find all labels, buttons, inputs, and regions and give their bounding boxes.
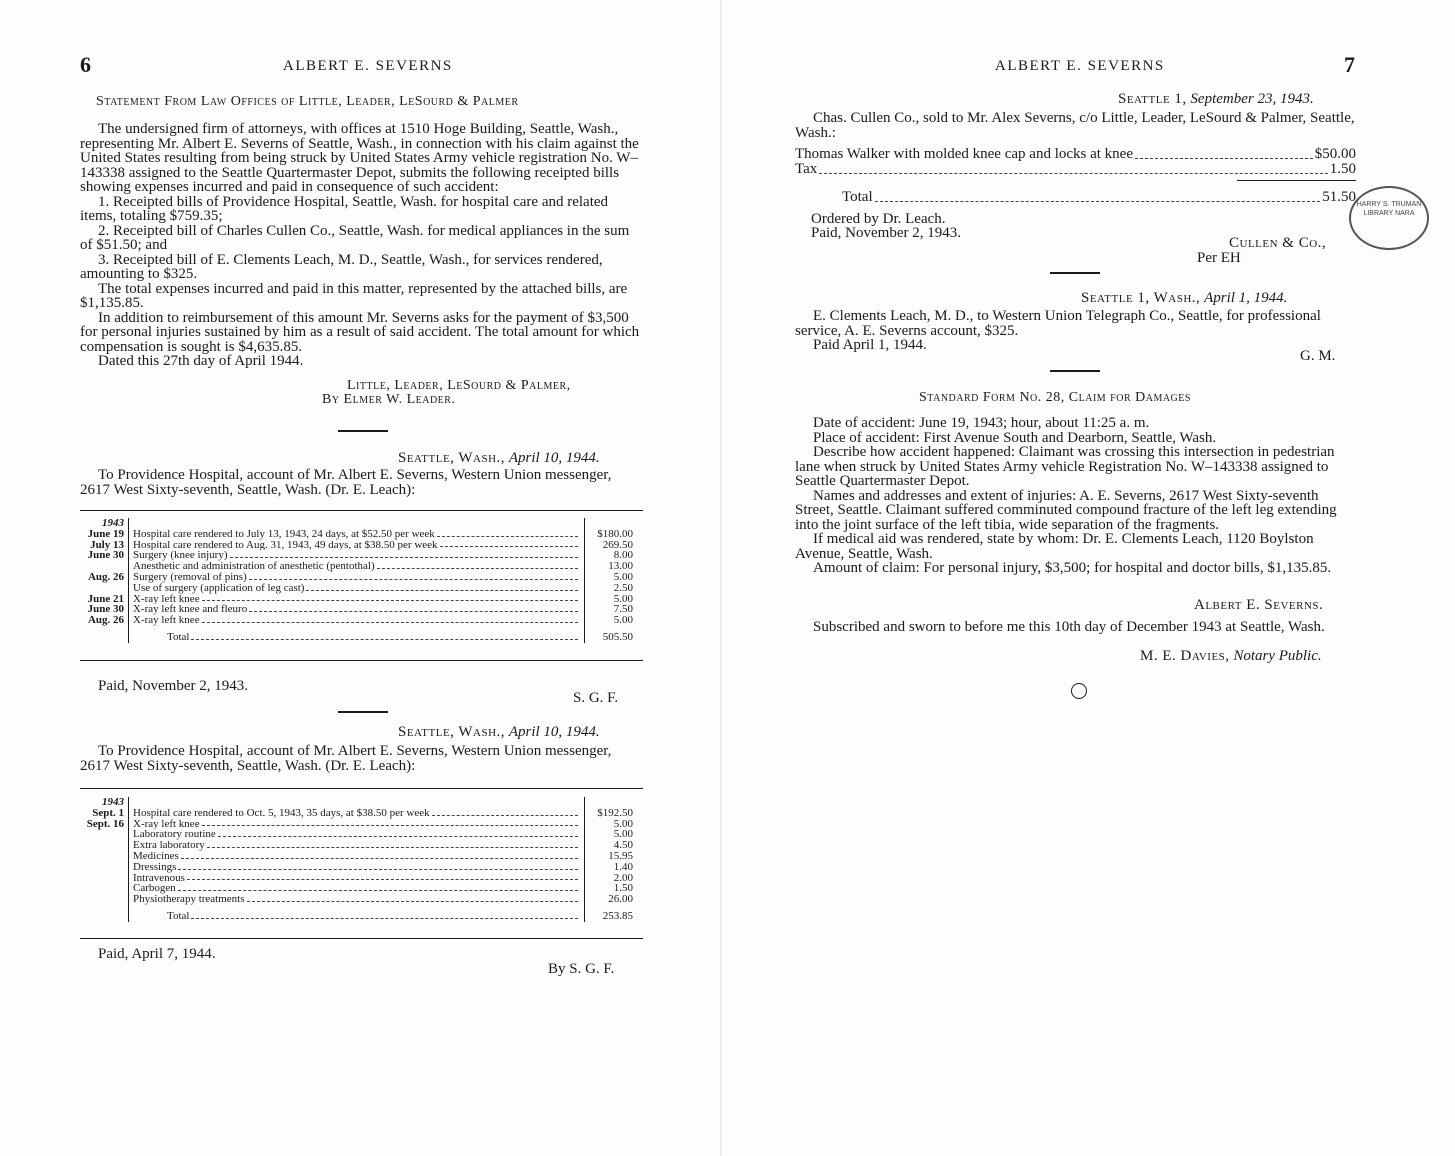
- bill2-table: [80, 797, 637, 922]
- circle-mark: [1071, 683, 1087, 699]
- bill2-row-date: [80, 873, 129, 884]
- bill2-row-amount: 1.50: [613, 882, 633, 895]
- table-row: [80, 561, 637, 572]
- table-row: [80, 873, 637, 884]
- statement-item-1: 1. Receipted bills of Providence Hospital, Seattle, Wash. for hospital care and related items, totaling $759.35;: [80, 193, 609, 224]
- bill2-year: 1943: [80, 797, 129, 808]
- table-row: [80, 894, 637, 905]
- bill2-table-top-rule: [80, 788, 643, 789]
- bill1-row-date: June 19: [80, 529, 129, 540]
- bill1-row-item: [129, 604, 585, 615]
- bill2-row-date: [80, 883, 129, 894]
- date-of-accident: Date of accident: June 19, 1943; hour, about 11:25 a. m.: [813, 415, 1150, 431]
- bill1-row-item-text: Anesthetic and administration of anesthetic (pentothal): [133, 561, 375, 572]
- table-row: [80, 604, 637, 615]
- notary-title: Notary Public.: [1233, 648, 1322, 664]
- bill2-row-item-text: Intravenous: [133, 872, 185, 884]
- leach-text: [795, 309, 1358, 353]
- bill2-row-amount: 1.40: [613, 860, 633, 873]
- bill1-dateline-date: April 10, 1944.: [508, 450, 600, 466]
- cullen-total-rule: [1237, 180, 1356, 181]
- cullen-tax-amount: 1.50: [1329, 161, 1356, 177]
- table-row: [80, 550, 637, 561]
- place-of-accident: Place of accident: First Avenue South and Dearborn, Seattle, Wash.: [813, 429, 1217, 446]
- bill2-row-item: [129, 808, 585, 819]
- claim-form-body: [795, 416, 1358, 576]
- bill1-total-row: [80, 632, 637, 643]
- bill2-row-amount: 26.00: [608, 893, 633, 906]
- cullen-total-label: Total: [842, 189, 873, 205]
- bill2-row-item: [129, 894, 585, 905]
- bill1-row-item: [129, 572, 585, 583]
- bill1-row-amount: 5.00: [613, 614, 633, 627]
- page-number-right: 7: [1344, 52, 1355, 77]
- subscribed-paragraph: Subscribed and sworn to before me this 10th day of December 1943 at Seattle, Wash.: [813, 619, 1325, 635]
- cullen-paid: Paid, November 2, 1943.: [811, 225, 961, 241]
- bill1-intro-text: To Providence Hospital, account of Mr. Albert E. Severns, Western Union messenger, 2617 West Sixty-seventh, Seattle, Wash. (Dr. E. Leach):: [80, 467, 612, 498]
- bill1-year-item-blank: [129, 518, 585, 529]
- separator-rule: [1050, 272, 1100, 274]
- bill1-row-date: [80, 583, 129, 594]
- medical-aid: If medical aid was rendered, state by whom: Dr. E. Clements Leach, 1120 Boylston Avenue, Seattle, Wash.: [795, 531, 1314, 562]
- leach-text-body: E. Clements Leach, M. D., to Western Union Telegraph Co., Seattle, for professional service, A. E. Severns account, $325.: [795, 308, 1321, 339]
- table-row: [80, 883, 637, 894]
- cullen-per: Per EH: [1197, 250, 1241, 266]
- right-page: [727, 0, 1455, 1156]
- bill1-initials: S. G. F.: [573, 690, 619, 706]
- bill2-dateline-date: April 10, 1944.: [508, 724, 600, 740]
- bill2-row-amount: 4.50: [613, 839, 633, 852]
- statement-item-3: 3. Receipted bill of E. Clements Leach, M. D., Seattle, Wash., for services rendered, amounting to $325.: [80, 251, 603, 282]
- bill1-row-item: [129, 615, 585, 626]
- table-row: [80, 851, 637, 862]
- bill2-row-amount: 5.00: [613, 817, 633, 830]
- cullen-signature: Cullen & Co.,: [1229, 235, 1327, 251]
- bill2-row-amount: 2.00: [613, 871, 633, 884]
- bill2-dateline: [398, 725, 600, 740]
- bill1-row-item-text: Hospital care rendered to July 13, 1943, 24 days, at $52.50 per week: [133, 528, 435, 540]
- bill2-row-item-text: Extra laboratory: [133, 840, 205, 851]
- bill2-intro: [80, 744, 643, 773]
- by-signature: By Elmer W. Leader.: [322, 392, 456, 407]
- bill1-row-amount: 269.50: [602, 538, 633, 551]
- bill2-year-item-blank: [129, 797, 585, 808]
- table-row: [80, 829, 637, 840]
- bill1-total-label: Total: [167, 631, 190, 643]
- bill2-row-date: [80, 862, 129, 873]
- bill1-year-row: [80, 518, 637, 529]
- bill2-table-bottom-rule: [80, 938, 643, 939]
- bill2-row-item-text: Laboratory routine: [133, 829, 216, 841]
- cullen-total-row: [842, 190, 1356, 205]
- firm-signature: Little, Leader, LeSourd & Palmer,: [347, 378, 571, 393]
- bill2-total-cell: [129, 911, 585, 922]
- library-stamp-text: HARRY S. TRUMAN LIBRARY NARA: [1356, 201, 1422, 217]
- cullen-intro: [795, 111, 1358, 140]
- bill1-row-item: [129, 561, 585, 572]
- bill1-row-date: June 30: [80, 550, 129, 561]
- bill1-row-date: June 30: [80, 604, 129, 615]
- bill2-row-item: [129, 840, 585, 851]
- bill1-row-amount: 13.00: [608, 560, 633, 573]
- bill1-row-item-text: Hospital care rendered to Aug. 31, 1943, 49 days, at $38.50 per week: [133, 539, 438, 551]
- table-row: [80, 572, 637, 583]
- bill1-dateline: [398, 451, 600, 466]
- injuries-description: Names and addresses and extent of injuries: A. E. Severns, 2617 West Sixty-seventh Street, Seattle. Claimant suffered comminuted compound fracture of the left leg extending into the joint surface of the left tibia, wide separation of the fragments.: [795, 487, 1337, 533]
- bill1-row-item: [129, 529, 585, 540]
- bill2-row-date: Sept. 1: [80, 808, 129, 819]
- notary-signature: [1140, 649, 1322, 664]
- bill2-row-date: Sept. 16: [80, 819, 129, 830]
- separator-rule: [338, 430, 388, 432]
- statement-dated: Dated this 27th day of April 1944.: [98, 353, 304, 369]
- bill1-table: [80, 518, 637, 643]
- bill1-row-date: Aug. 26: [80, 615, 129, 626]
- bill2-row-date: [80, 829, 129, 840]
- bill2-row-date: [80, 894, 129, 905]
- table-row: [80, 529, 637, 540]
- table-row: [80, 540, 637, 551]
- bill1-row-amount: 5.00: [613, 592, 633, 605]
- bill2-dateline-place: Seattle, Wash.,: [398, 724, 506, 740]
- bill2-row-item-text: X-ray left knee: [133, 818, 200, 830]
- running-head-left: ALBERT E. SEVERNS: [283, 58, 453, 74]
- bill2-row-item-text: Physiotherapy treatments: [133, 894, 245, 905]
- bill2-row-amount: $192.50: [597, 806, 633, 819]
- bill2-row-item: [129, 819, 585, 830]
- bill1-row-amount: 7.50: [613, 603, 633, 616]
- statement-paragraph: The undersigned firm of attorneys, with offices at 1510 Hoge Building, Seattle, Wash., representing Mr. Albert E. Severns of Seattle, Wash., in connection with his claim against the United States resulting from being struck by United States Army vehicle registration No. W–143338 assigned to the Seattle Quartermaster Depot, submits the following receipted bills showing expenses incurred and paid in consequence of such accident:: [80, 121, 639, 195]
- bill1-paid: Paid, November 2, 1943.: [98, 678, 248, 694]
- statement-body: [80, 122, 643, 369]
- bill2-row-item: [129, 862, 585, 873]
- statement-heading: Statement From Law Offices of Little, Leader, LeSourd & Palmer: [96, 94, 519, 109]
- notary-name: M. E. Davies,: [1140, 648, 1230, 664]
- cullen-item-row: [795, 147, 1356, 162]
- amount-of-claim: Amount of claim: For personal injury, $3,500; for hospital and doctor bills, $1,135.85.: [813, 560, 1332, 576]
- form-heading: Standard Form No. 28, Claim for Damages: [919, 390, 1191, 405]
- bill1-dateline-place: Seattle, Wash.,: [398, 450, 506, 466]
- bill1-total-date-blank: [80, 632, 129, 643]
- bill1-row-amount: 2.50: [613, 581, 633, 594]
- bill2-paid: Paid, April 7, 1944.: [98, 946, 216, 962]
- table-row: [80, 808, 637, 819]
- bill1-row-item-text: X-ray left knee: [133, 593, 200, 605]
- bill2-row-amount: 15.95: [608, 849, 633, 862]
- bill1-row-amount: $180.00: [597, 527, 633, 540]
- bill1-row-item-text: Use of surgery (application of leg cast): [133, 582, 305, 594]
- statement-total-paragraph: The total expenses incurred and paid in this matter, represented by the attached bills, are $1,135.85.: [80, 280, 628, 311]
- bill2-row-item: [129, 851, 585, 862]
- leach-dateline: [1081, 291, 1287, 306]
- bill2-row-item: [129, 883, 585, 894]
- bill1-row-item: [129, 540, 585, 551]
- bill2-total-amount: 253.85: [602, 909, 633, 922]
- separator-rule: [338, 711, 388, 713]
- library-stamp: [1349, 186, 1429, 250]
- bill2-row-item-text: Medicines: [133, 850, 179, 862]
- bill2-row-item: [129, 873, 585, 884]
- cullen-tax-label: Tax: [795, 161, 818, 177]
- table-row: [80, 819, 637, 830]
- table-row: [80, 840, 637, 851]
- bill1-row-amount: 5.00: [613, 570, 633, 583]
- bill2-row-amount: 5.00: [613, 828, 633, 841]
- cullen-total-amount: 51.50: [1322, 189, 1356, 205]
- separator-rule: [1050, 370, 1100, 372]
- leach-paid: Paid April 1, 1944.: [813, 337, 927, 353]
- bill2-row-date: [80, 851, 129, 862]
- bill1-row-item: [129, 594, 585, 605]
- bill1-row-item: [129, 550, 585, 561]
- running-head-right: ALBERT E. SEVERNS: [995, 58, 1165, 74]
- table-row: [80, 583, 637, 594]
- subscribed-text: [795, 620, 1358, 635]
- leach-dateline-date: April 1, 1944.: [1204, 290, 1288, 306]
- claimant-signature: Albert E. Severns.: [1194, 597, 1324, 613]
- bill1-row-amount: 8.00: [613, 549, 633, 562]
- statement-reimbursement-paragraph: In addition to reimbursement of this amount Mr. Severns asks for the payment of $3,500 for personal injuries sustained by him as a result of said accident. The total amount for which compensation is sought is $4,635.85.: [80, 309, 640, 355]
- bill2-total-label: Total: [167, 910, 190, 922]
- bill1-row-date: Aug. 26: [80, 572, 129, 583]
- bill2-row-item-text: Carbogen: [133, 883, 176, 895]
- cullen-dateline-date: September 23, 1943.: [1190, 91, 1314, 107]
- left-page: [0, 0, 727, 1156]
- bill1-row-date: July 13: [80, 540, 129, 551]
- bill1-row-item-text: Surgery (knee injury): [133, 550, 228, 562]
- cullen-intro-text: Chas. Cullen Co., sold to Mr. Alex Severns, c/o Little, Leader, LeSourd & Palmer, Seattle, Wash.:: [795, 110, 1355, 141]
- cullen-tax-row: [795, 162, 1356, 177]
- bill2-row-item-text: Dressings: [133, 861, 177, 873]
- bill1-row-item-text: X-ray left knee: [133, 615, 200, 626]
- bill2-row-item: [129, 829, 585, 840]
- bill2-year-row: [80, 797, 637, 808]
- bill2-initials: By S. G. F.: [548, 961, 615, 977]
- cullen-item-label: Thomas Walker with molded knee cap and locks at knee: [795, 146, 1133, 162]
- statement-item-2: 2. Receipted bill of Charles Cullen Co., Seattle, Wash. for medical appliances in the sum of $51.50; and: [80, 222, 630, 253]
- bill2-row-item-text: Hospital care rendered to Oct. 5, 1943, 35 days, at $38.50 per week: [133, 807, 430, 819]
- bill2-total-row: [80, 911, 637, 922]
- bill1-total-cell: [129, 632, 585, 643]
- cullen-ordered: Ordered by Dr. Leach.: [811, 211, 946, 227]
- bill1-table-top-rule: [80, 510, 643, 511]
- bill2-intro-text: To Providence Hospital, account of Mr. Albert E. Severns, Western Union messenger, 2617 West Sixty-seventh, Seattle, Wash. (Dr. E. Leach):: [80, 743, 612, 774]
- bill1-intro: [80, 468, 643, 497]
- bill1-row-item: [129, 583, 585, 594]
- cullen-dateline-place: Seattle 1,: [1118, 91, 1187, 107]
- bill1-total-amount: 505.50: [602, 630, 633, 643]
- bill2-total-date-blank: [80, 911, 129, 922]
- bill1-row-date: June 21: [80, 594, 129, 605]
- bill1-table-bottom-rule: [80, 660, 643, 661]
- bill2-row-date: [80, 840, 129, 851]
- bill1-row-item-text: X-ray left knee and fleuro: [133, 604, 248, 616]
- cullen-dateline: [1118, 92, 1314, 107]
- table-row: [80, 594, 637, 605]
- page-number-left: 6: [80, 52, 91, 77]
- accident-description: Describe how accident happened: Claimant was crossing this intersection in pedestrian lane when struck by United States Army vehicle Registration No. W–143338 assigned to Seattle Quartermaster Depot.: [795, 444, 1335, 489]
- leach-initials: G. M.: [1300, 348, 1336, 364]
- table-row: [80, 862, 637, 873]
- table-row: [80, 615, 637, 626]
- bill1-year: 1943: [80, 518, 129, 529]
- bill1-row-item-text: Surgery (removal of pins): [133, 571, 247, 583]
- cullen-item-amount: $50.00: [1314, 146, 1356, 162]
- leach-dateline-place: Seattle 1, Wash.,: [1081, 290, 1201, 306]
